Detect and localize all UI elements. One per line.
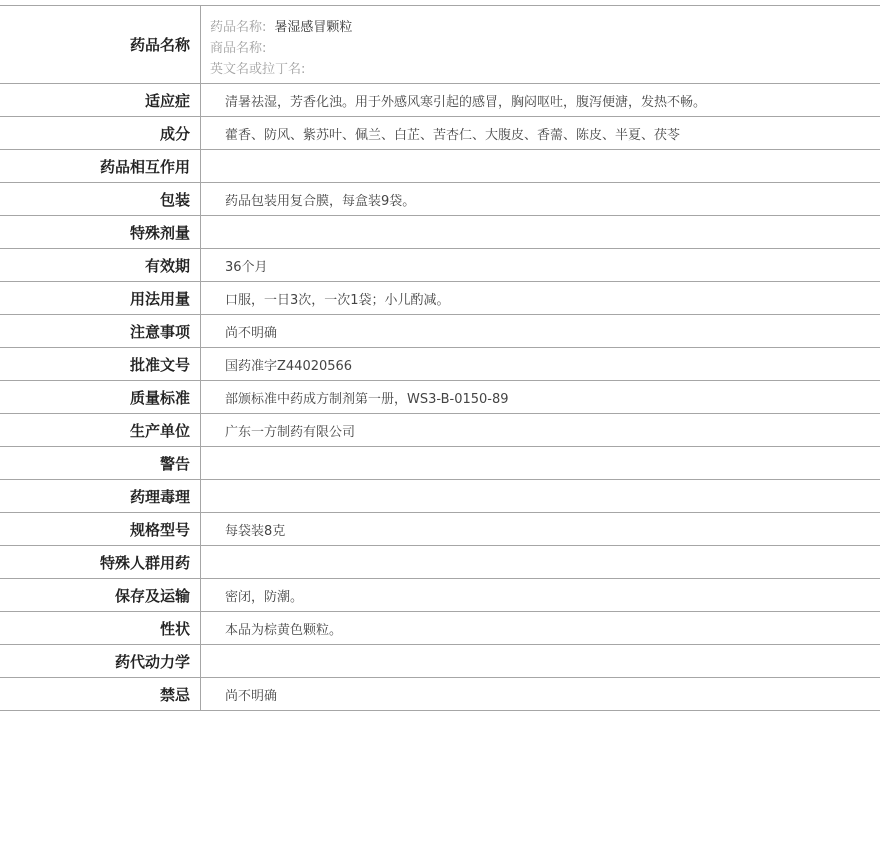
row-value (201, 216, 880, 248)
row-label: 特殊人群用药 (0, 546, 201, 578)
row-value: 尚不明确 (225, 688, 278, 704)
row-label: 禁忌 (0, 678, 201, 710)
row-dosage (0, 282, 880, 315)
row-value: 国药准字Z44020566 (225, 358, 353, 374)
row-drug-name (0, 6, 880, 84)
row-value: 口服，一日3次，一次1袋；小儿酌减。 (225, 292, 450, 308)
generic-name-line (210, 17, 880, 38)
row-label: 质量标准 (0, 381, 201, 413)
row-value: 36个月 (225, 259, 268, 275)
row-value: 每袋装8克 (225, 523, 286, 539)
row-quality-standard (0, 381, 880, 414)
row-label: 性状 (0, 612, 201, 644)
row-label: 保存及运输 (0, 579, 201, 611)
row-value: 密闭，防潮。 (225, 589, 304, 605)
row-value: 清暑祛湿，芳香化浊。用于外感风寒引起的感冒，胸闷呕吐，腹泻便溏，发热不畅。 (225, 94, 707, 110)
row-label: 成分 (0, 117, 201, 149)
row-label: 注意事项 (0, 315, 201, 347)
row-value: 药品包装用复合膜，每盒装9袋。 (225, 193, 416, 209)
row-contraindications (0, 678, 880, 711)
row-label: 有效期 (0, 249, 201, 281)
row-value: 藿香、防风、紫苏叶、佩兰、白芷、苦杏仁、大腹皮、香薷、陈皮、半夏、茯苓 (225, 127, 681, 143)
row-description (0, 612, 880, 645)
row-value (201, 480, 880, 512)
row-packaging (0, 183, 880, 216)
row-ingredients (0, 117, 880, 150)
row-label: 特殊剂量 (0, 216, 201, 248)
trade-name-key: 商品名称: (210, 41, 267, 56)
drug-spec-table (0, 5, 880, 711)
row-approval-number (0, 348, 880, 381)
row-specification (0, 513, 880, 546)
row-label: 药理毒理 (0, 480, 201, 512)
row-precautions (0, 315, 880, 348)
row-storage-transport (0, 579, 880, 612)
row-drug-interactions (0, 150, 880, 183)
row-manufacturer (0, 414, 880, 447)
row-indications (0, 84, 880, 117)
row-label-drug-name: 药品名称 (0, 6, 201, 83)
row-label: 生产单位 (0, 414, 201, 446)
row-value (201, 447, 880, 479)
row-label: 药品相互作用 (0, 150, 201, 182)
generic-name-value: 暑湿感冒颗粒 (274, 20, 353, 35)
english-name-line (210, 59, 880, 80)
row-special-dosage (0, 216, 880, 249)
row-label: 包装 (0, 183, 201, 215)
row-label: 适应症 (0, 84, 201, 116)
row-special-populations (0, 546, 880, 579)
row-pharmacology-toxicology (0, 480, 880, 513)
drug-name-block (201, 6, 880, 83)
row-label: 用法用量 (0, 282, 201, 314)
row-value: 本品为棕黄色颗粒。 (225, 622, 343, 638)
row-value: 尚不明确 (225, 325, 278, 341)
row-label: 警告 (0, 447, 201, 479)
row-value (201, 645, 880, 677)
trade-name-line (210, 38, 880, 59)
generic-name-key: 药品名称: (210, 20, 267, 35)
row-shelf-life (0, 249, 880, 282)
row-value (201, 150, 880, 182)
row-value: 部颁标准中药成方制剂第一册，WS3-B-0150-89 (225, 391, 509, 407)
english-name-key: 英文名或拉丁名: (210, 62, 306, 77)
row-pharmacokinetics (0, 645, 880, 678)
row-label: 药代动力学 (0, 645, 201, 677)
row-value (201, 546, 880, 578)
row-label: 批准文号 (0, 348, 201, 380)
row-value: 广东一方制药有限公司 (225, 424, 356, 440)
row-label: 规格型号 (0, 513, 201, 545)
row-warnings (0, 447, 880, 480)
